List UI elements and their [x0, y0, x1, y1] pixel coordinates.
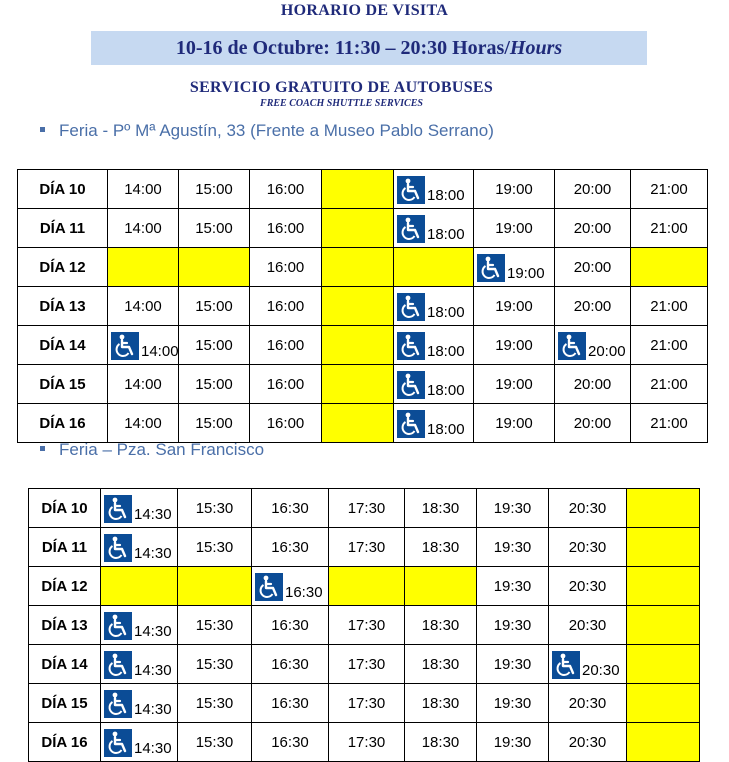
- departure-time: 20:30: [549, 489, 627, 528]
- table-row: [29, 489, 700, 528]
- no-service-cell: [394, 248, 474, 287]
- route-heading-museo: [40, 121, 494, 141]
- departure-time: 21:00: [631, 209, 708, 248]
- no-service-cell: [329, 567, 405, 606]
- bullet-icon: [40, 127, 45, 132]
- departure-time: 16:30: [285, 584, 323, 601]
- departure-time: 16:00: [250, 404, 322, 443]
- departure-time: 14:30: [134, 623, 172, 640]
- departure-time: 19:00: [474, 404, 555, 443]
- day-label: DÍA 14: [29, 645, 101, 684]
- accessible-time-cell: [101, 684, 178, 723]
- departure-time: 14:30: [134, 740, 172, 757]
- wheelchair-icon: [397, 176, 425, 204]
- day-label: DÍA 16: [18, 404, 108, 443]
- departure-time: 16:30: [252, 645, 329, 684]
- departure-time: 17:30: [329, 684, 405, 723]
- departure-time: 14:00: [108, 170, 179, 209]
- accessible-time-cell: [394, 365, 474, 404]
- table-row: [29, 723, 700, 762]
- departure-time: 20:30: [549, 606, 627, 645]
- service-title: SERVICIO GRATUITO DE AUTOBUSES: [189, 79, 494, 96]
- departure-time: 20:00: [555, 170, 631, 209]
- wheelchair-icon: [104, 534, 132, 562]
- departure-time: 17:30: [329, 606, 405, 645]
- wheelchair-icon: [558, 332, 586, 360]
- departure-time: 21:00: [631, 365, 708, 404]
- schedule-table-san-francisco: [28, 488, 700, 762]
- departure-time: 14:30: [134, 545, 172, 562]
- departure-time: 16:30: [252, 606, 329, 645]
- wheelchair-icon: [397, 332, 425, 360]
- day-label: DÍA 14: [18, 326, 108, 365]
- table-row: [18, 209, 708, 248]
- no-service-cell: [322, 287, 394, 326]
- departure-time: 20:00: [555, 248, 631, 287]
- table-row: [29, 645, 700, 684]
- departure-time: 16:00: [250, 170, 322, 209]
- departure-time: 18:30: [405, 723, 477, 762]
- no-service-cell: [108, 248, 179, 287]
- departure-time: 18:30: [405, 528, 477, 567]
- table-row: [18, 287, 708, 326]
- no-service-cell: [627, 528, 700, 567]
- bullet-icon: [40, 446, 45, 451]
- departure-time: 19:00: [474, 365, 555, 404]
- table-row: [18, 248, 708, 287]
- departure-time: 17:30: [329, 528, 405, 567]
- departure-time: 16:30: [252, 723, 329, 762]
- departure-time: 15:00: [179, 326, 250, 365]
- departure-time: 15:00: [179, 365, 250, 404]
- departure-time: 20:30: [549, 528, 627, 567]
- no-service-cell: [179, 248, 250, 287]
- visiting-hours-band: [91, 31, 647, 65]
- departure-time: 21:00: [631, 170, 708, 209]
- no-service-cell: [627, 723, 700, 762]
- departure-time: 18:30: [405, 645, 477, 684]
- day-label: DÍA 15: [18, 365, 108, 404]
- table-row: [18, 170, 708, 209]
- wheelchair-icon: [104, 651, 132, 679]
- accessible-time-cell: [101, 606, 178, 645]
- no-service-cell: [322, 209, 394, 248]
- no-service-cell: [627, 684, 700, 723]
- accessible-time-cell: [474, 248, 555, 287]
- visiting-hours-text: 10-16 de Octubre: 11:30 – 20:30 Horas/: [175, 37, 510, 59]
- route-heading-text: Feria – Pza. San Francisco: [59, 440, 265, 459]
- departure-time: 14:00: [108, 365, 179, 404]
- wheelchair-icon: [104, 729, 132, 757]
- departure-time: 15:00: [179, 209, 250, 248]
- departure-time: 15:30: [178, 489, 252, 528]
- departure-time: 18:00: [427, 421, 465, 438]
- table-row: [18, 326, 708, 365]
- no-service-cell: [631, 248, 708, 287]
- day-label: DÍA 13: [29, 606, 101, 645]
- no-service-cell: [627, 606, 700, 645]
- accessible-time-cell: [394, 326, 474, 365]
- accessible-time-cell: [555, 326, 631, 365]
- departure-time: 19:30: [477, 684, 549, 723]
- wheelchair-icon: [104, 690, 132, 718]
- no-service-cell: [405, 567, 477, 606]
- no-service-cell: [627, 567, 700, 606]
- table-row: [29, 567, 700, 606]
- departure-time: 19:30: [477, 723, 549, 762]
- departure-time: 15:30: [178, 528, 252, 567]
- page-title: HORARIO DE VISITA: [280, 2, 449, 19]
- table-row: [18, 365, 708, 404]
- wheelchair-icon: [397, 293, 425, 321]
- no-service-cell: [322, 404, 394, 443]
- wheelchair-icon: [255, 573, 283, 601]
- accessible-time-cell: [101, 528, 178, 567]
- accessible-time-cell: [101, 723, 178, 762]
- departure-time: 20:00: [555, 404, 631, 443]
- departure-time: 15:00: [179, 404, 250, 443]
- wheelchair-icon: [397, 410, 425, 438]
- schedule-table-museo: [17, 169, 708, 443]
- departure-time: 21:00: [631, 404, 708, 443]
- departure-time: 18:00: [427, 382, 465, 399]
- departure-time: 20:00: [555, 209, 631, 248]
- day-label: DÍA 12: [18, 248, 108, 287]
- no-service-cell: [322, 248, 394, 287]
- departure-time: 19:30: [477, 606, 549, 645]
- table-row: [29, 684, 700, 723]
- table-row: [18, 404, 708, 443]
- departure-time: 14:00: [108, 287, 179, 326]
- accessible-time-cell: [101, 489, 178, 528]
- accessible-time-cell: [394, 170, 474, 209]
- departure-time: 19:00: [474, 287, 555, 326]
- accessible-time-cell: [252, 567, 329, 606]
- table-row: [29, 606, 700, 645]
- departure-time: 19:30: [477, 489, 549, 528]
- no-service-cell: [101, 567, 178, 606]
- no-service-cell: [322, 365, 394, 404]
- departure-time: 15:00: [179, 287, 250, 326]
- departure-time: 14:00: [141, 343, 179, 360]
- no-service-cell: [178, 567, 252, 606]
- day-label: DÍA 10: [18, 170, 108, 209]
- departure-time: 14:00: [108, 404, 179, 443]
- wheelchair-icon: [104, 612, 132, 640]
- departure-time: 18:00: [427, 187, 465, 204]
- departure-time: 19:00: [507, 265, 545, 282]
- departure-time: 21:00: [631, 326, 708, 365]
- wheelchair-icon: [477, 254, 505, 282]
- departure-time: 14:30: [134, 662, 172, 679]
- accessible-time-cell: [394, 404, 474, 443]
- departure-time: 21:00: [631, 287, 708, 326]
- route-heading-text: Feria - Pº Mª Agustín, 33 (Frente a Museo Pablo Serrano): [59, 121, 494, 140]
- table-row: [29, 528, 700, 567]
- departure-time: 18:30: [405, 684, 477, 723]
- departure-time: 18:00: [427, 226, 465, 243]
- departure-time: 18:00: [427, 343, 465, 360]
- departure-time: 20:30: [549, 684, 627, 723]
- accessible-time-cell: [101, 645, 178, 684]
- accessible-time-cell: [108, 326, 179, 365]
- departure-time: 15:00: [179, 170, 250, 209]
- departure-time: 14:00: [108, 209, 179, 248]
- departure-time: 19:30: [477, 528, 549, 567]
- departure-time: 20:30: [549, 567, 627, 606]
- wheelchair-icon: [397, 215, 425, 243]
- departure-time: 19:00: [474, 326, 555, 365]
- day-label: DÍA 16: [29, 723, 101, 762]
- departure-time: 17:30: [329, 723, 405, 762]
- accessible-time-cell: [394, 209, 474, 248]
- departure-time: 17:30: [329, 489, 405, 528]
- accessible-time-cell: [394, 287, 474, 326]
- departure-time: 20:00: [588, 343, 626, 360]
- route-heading-san-francisco: [40, 440, 264, 460]
- accessible-time-cell: [549, 645, 627, 684]
- no-service-cell: [627, 489, 700, 528]
- departure-time: 16:30: [252, 684, 329, 723]
- departure-time: 20:30: [582, 662, 620, 679]
- departure-time: 20:30: [549, 723, 627, 762]
- departure-time: 16:00: [250, 287, 322, 326]
- departure-time: 18:30: [405, 606, 477, 645]
- departure-time: 17:30: [329, 645, 405, 684]
- departure-time: 20:00: [555, 287, 631, 326]
- departure-time: 19:00: [474, 209, 555, 248]
- day-label: DÍA 13: [18, 287, 108, 326]
- departure-time: 16:00: [250, 365, 322, 404]
- day-label: DÍA 12: [29, 567, 101, 606]
- departure-time: 19:00: [474, 170, 555, 209]
- service-subtitle: FREE COACH SHUTTLE SERVICES: [260, 98, 423, 109]
- departure-time: 14:30: [134, 701, 172, 718]
- departure-time: 16:30: [252, 489, 329, 528]
- departure-time: 16:30: [252, 528, 329, 567]
- departure-time: 16:00: [250, 209, 322, 248]
- departure-time: 18:30: [405, 489, 477, 528]
- no-service-cell: [322, 326, 394, 365]
- day-label: DÍA 11: [29, 528, 101, 567]
- departure-time: 20:00: [555, 365, 631, 404]
- wheelchair-icon: [104, 495, 132, 523]
- departure-time: 18:00: [427, 304, 465, 321]
- day-label: DÍA 11: [18, 209, 108, 248]
- departure-time: 19:30: [477, 645, 549, 684]
- wheelchair-icon: [397, 371, 425, 399]
- departure-time: 15:30: [178, 606, 252, 645]
- departure-time: 19:30: [477, 567, 549, 606]
- no-service-cell: [322, 170, 394, 209]
- departure-time: 15:30: [178, 645, 252, 684]
- wheelchair-icon: [552, 651, 580, 679]
- day-label: DÍA 15: [29, 684, 101, 723]
- no-service-cell: [627, 645, 700, 684]
- departure-time: 16:00: [250, 248, 322, 287]
- departure-time: 15:30: [178, 723, 252, 762]
- departure-time: 14:30: [134, 506, 172, 523]
- departure-time: 15:30: [178, 684, 252, 723]
- visiting-hours-english: Hours: [509, 37, 563, 59]
- day-label: DÍA 10: [29, 489, 101, 528]
- wheelchair-icon: [111, 332, 139, 360]
- departure-time: 16:00: [250, 326, 322, 365]
